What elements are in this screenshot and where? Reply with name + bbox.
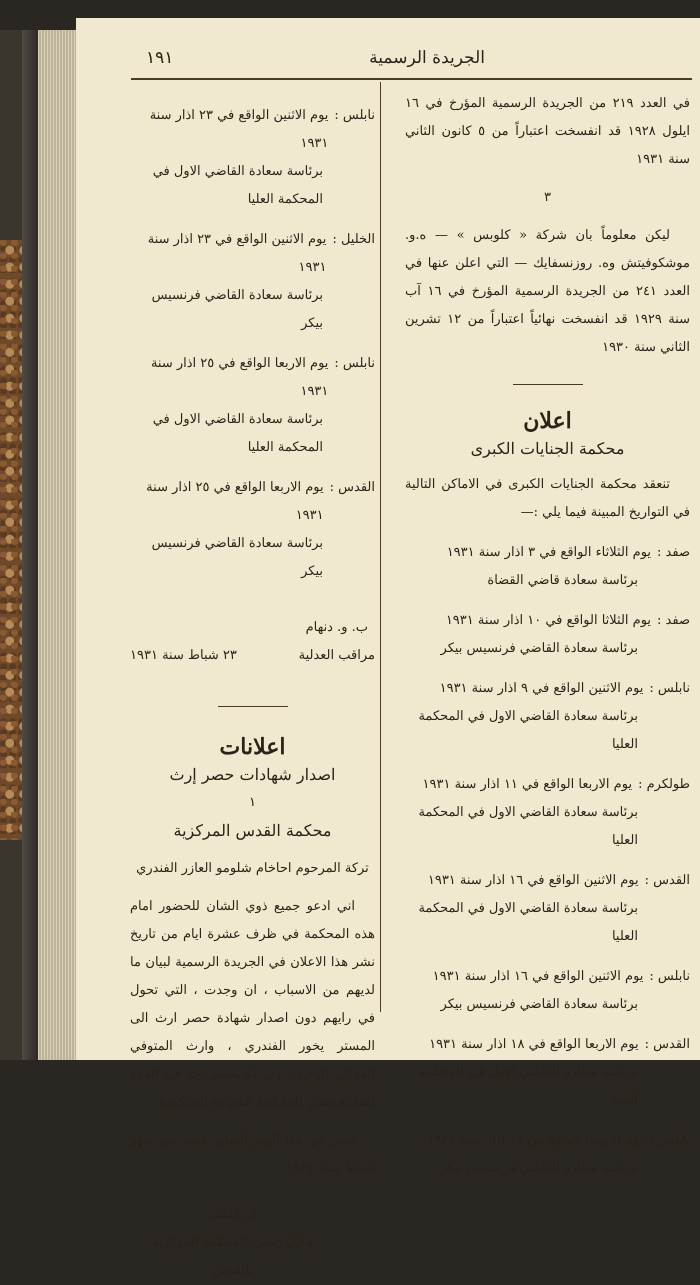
- session-place: نابلس :: [649, 1133, 690, 1148]
- court-session: [405, 1127, 690, 1183]
- court-session: [405, 867, 690, 951]
- court-session: [130, 226, 375, 338]
- session-presiding-judge: برئاسة سعادة القاضي فرنسيس بيكر: [440, 641, 638, 656]
- notice-title: اعلان: [523, 408, 572, 434]
- notice-body: اني ادعو جميع ذوي الشان للحضور امام هذه المحكمة في ظرف عشرة ايام من تاريخ نشر هذا الاعلان في الجريدة الرسمية لبيان ما لديهم من الاسباب ، ان وجدت ، التي تحول في رايهم دون اصدار شهادة حصر ارث الى المستر يخور الفندري ، وارث المتوفي المذكور الوحيد ، وان لم يحضر احد في المدة المعينة تصدر المحكمة الشهادة المذكورة: [130, 899, 375, 1110]
- session-place: صفد :: [657, 613, 690, 628]
- notices-title: اعلانات: [219, 734, 286, 760]
- signer-title: مراقب العدلية: [298, 648, 375, 663]
- session-date: يوم الاثنين الواقع في ٢٣ اذار سنة ١٩٣١: [149, 108, 329, 151]
- separator-rule: [218, 706, 288, 707]
- gazette-page: [76, 18, 700, 1278]
- session-presiding-judge: برئاسة سعادة قاضي القضاة: [487, 573, 638, 588]
- session-presiding-judge: برئاسة سعادة القاضي فرنسيس بيكر: [440, 1161, 638, 1176]
- court-intro: تنعقد محكمة الجنايات الكبرى في الاماكن التالية في التواريخ المبينة فيما يلي :—: [405, 477, 690, 520]
- session-date: يوم الاربعا الواقع في ١٨ اذار سنة ١٩٣١: [429, 1037, 639, 1052]
- judge-name: ا. بلانكت: [209, 1207, 256, 1222]
- estate-name: تركة المرحوم احاخام شلومو العازر الفندري: [136, 861, 369, 876]
- session-date: يوم الاربعا الواقع في ١١ اذار سنة ١٩٣١: [422, 777, 633, 792]
- notice-number: ١: [249, 795, 256, 810]
- court-session: [405, 675, 690, 759]
- session-presiding-judge: برئاسة سعادة القاضي الاول في المحكمة العليا: [418, 901, 638, 944]
- court-session: [405, 1031, 690, 1115]
- court-session: [130, 350, 375, 462]
- session-place: نابلس :: [649, 969, 690, 984]
- session-date: يوم الاربعا الواقع في ٢٥ اذار سنة ١٩٣١: [150, 356, 329, 399]
- session-list-continued: [130, 102, 375, 586]
- court-session: [405, 539, 690, 595]
- separator-rule: [513, 384, 583, 385]
- gazette-title: الجريدة الرسمية: [369, 48, 485, 68]
- session-date: يوم الثلاثاء الواقع في ٣ اذار سنة ١٩٣١: [446, 545, 652, 560]
- header-rule: [131, 78, 692, 80]
- session-date: يوم الاربعاء الواقع في ١٨ اذار سنة ١٩٣١: [427, 1133, 644, 1148]
- session-date: يوم الثلاثا الواقع في ١٠ اذار سنة ١٩٣١: [445, 613, 652, 628]
- session-place: القدس :: [329, 480, 375, 495]
- court-session: [405, 963, 690, 1019]
- left-column: [130, 90, 375, 1285]
- court-session: [130, 102, 375, 214]
- column-rule: [380, 82, 381, 1012]
- company-dissolution-paragraph: ليكن معلوماً بان شركة « كلوبس » — ه.و. موشكوفيتش وه. روزنسفايك — التي اعلن عنها في العدد ٢٤١ من الجريدة الرسمية المؤرخ في ١٦ آب سنة ١٩٢٩ قد انفسخت نهائياً اعتباراً من ١٢ تشرين الثاني سنة ١٩٣٠: [405, 228, 691, 355]
- session-presiding-judge: برئاسة سعادة القاضي الاول في المحكمة العليا: [152, 164, 323, 207]
- court-session: [405, 771, 690, 855]
- session-list: [405, 539, 690, 1183]
- page-number: ١٩١: [146, 48, 174, 68]
- session-place: نابلس :: [649, 681, 690, 696]
- session-place: القدس :: [644, 873, 690, 888]
- session-presiding-judge: برئاسة سعادة القاضي الاول في المحكمة العليا: [418, 805, 638, 848]
- book-spine: [22, 30, 38, 1060]
- session-date: يوم الاثنين الواقع في ١٦ اذار سنة ١٩٣١: [432, 969, 644, 984]
- signer-name: ب. و. دنهام: [305, 620, 369, 635]
- court-session: [405, 607, 690, 663]
- session-presiding-judge: برئاسة سعادة القاضي الاول في المحكمة العليا: [418, 1065, 638, 1108]
- session-place: نابلس :: [334, 108, 375, 123]
- marbled-cover: [0, 240, 22, 840]
- notices-subtitle: اصدار شهادات حصر إرث: [169, 765, 336, 784]
- section-number: ٣: [544, 190, 551, 205]
- session-date: يوم الاربعا الواقع في ٢٥ اذار سنة ١٩٣١: [146, 480, 324, 523]
- session-presiding-judge: برئاسة سعادة القاضي فرنسيس بيكر: [151, 288, 323, 331]
- session-date: يوم الاثنين الواقع في ٩ اذار سنة ١٩٣١: [439, 681, 644, 696]
- intro-paragraph: في العدد ٢١٩ من الجريدة الرسمية المؤرخ في ١٦ ايلول ١٩٢٨ قد انفسخت اعتباراً من ٥ كانون الثاني سنة ١٩٣١: [405, 96, 690, 167]
- session-presiding-judge: برئاسة سعادة القاضي فرنسيس بيكر: [151, 536, 323, 579]
- session-place: الخليل :: [332, 232, 375, 247]
- issued-date: صدر في هذا اليوم السابع عشر من شهر شباط سنة ١٩٣١: [130, 1133, 375, 1176]
- session-place: نابلس :: [334, 356, 375, 371]
- signature-block: [130, 614, 375, 670]
- session-place: صفد :: [657, 545, 690, 560]
- session-presiding-judge: برئاسة سعادة القاضي فرنسيس بيكر: [440, 997, 638, 1012]
- session-place: القدس :: [644, 1037, 690, 1052]
- sign-date: ٢٣ شباط سنة ١٩٣١: [130, 648, 237, 663]
- judge-title: وكيل رئيس المحكمة المركزية بالقدس: [152, 1235, 313, 1278]
- page-header: [76, 48, 700, 78]
- session-date: يوم الاثنين الواقع في ١٦ اذار سنة ١٩٣١: [427, 873, 639, 888]
- right-column: [405, 90, 690, 1191]
- session-place: طولكرم :: [638, 777, 690, 792]
- court-session: [130, 474, 375, 586]
- session-date: يوم الاثنين الواقع في ٢٣ اذار سنة ١٩٣١: [147, 232, 327, 275]
- session-presiding-judge: برئاسة سعادة القاضي الاول في المحكمة العليا: [152, 412, 323, 455]
- page-edges: [38, 30, 78, 1060]
- court-name: محكمة الجنايات الكبرى: [470, 439, 625, 458]
- court-name: محكمة القدس المركزية: [173, 821, 332, 840]
- session-presiding-judge: برئاسة سعادة القاضي الاول في المحكمة العليا: [418, 709, 638, 752]
